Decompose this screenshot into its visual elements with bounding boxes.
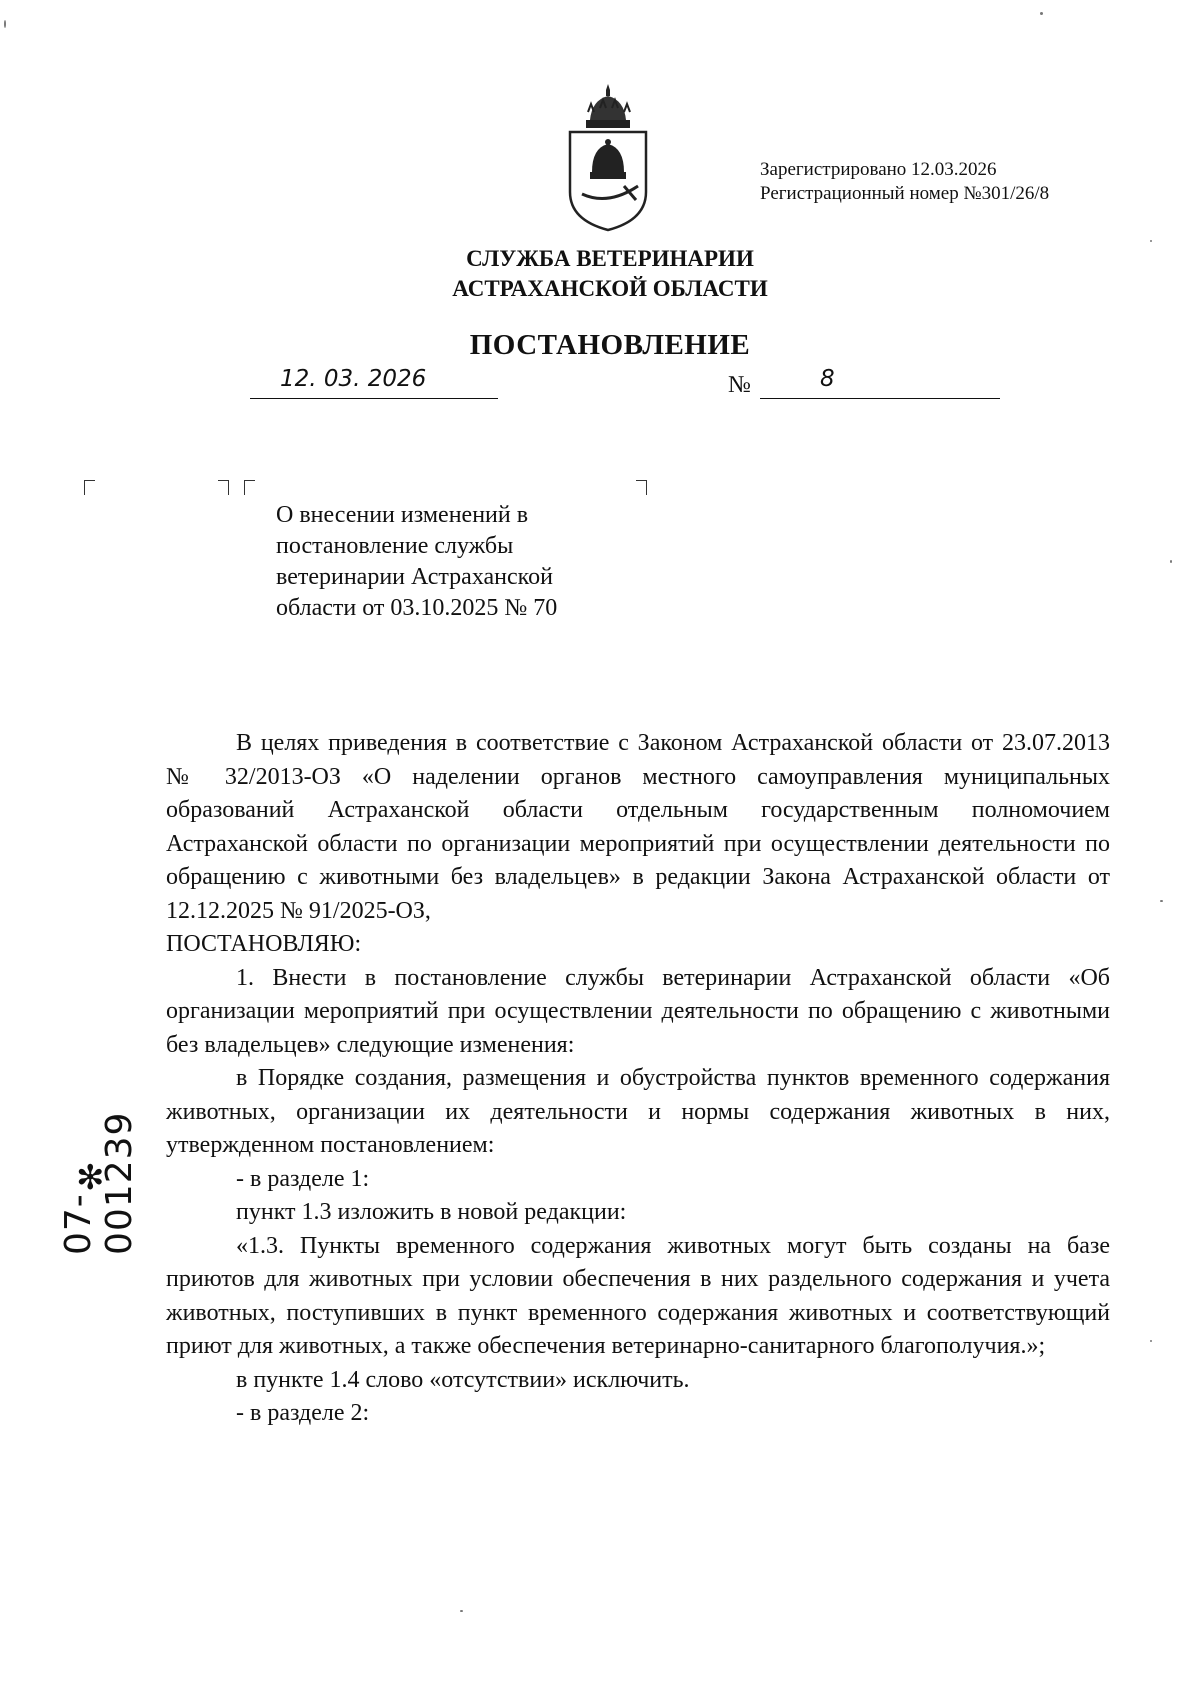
scan-speck bbox=[1160, 900, 1163, 902]
document-date: 12. 03. 2026 bbox=[280, 366, 427, 392]
subject-bracket-left bbox=[84, 480, 95, 495]
scan-speck bbox=[1170, 560, 1172, 563]
subject-line: О внесении изменений в bbox=[276, 502, 529, 528]
coat-of-arms-emblem bbox=[562, 82, 654, 232]
asterisk-mark-icon: ✻ bbox=[76, 1158, 105, 1198]
subject-bracket-right bbox=[636, 480, 647, 495]
paragraph-section-2: - в разделе 2: bbox=[236, 1400, 370, 1426]
paragraph-order: в Порядке создания, размещения и обустройства пунктов временного содержания животных, организации их деятельности и нормы содержания животных в них, утвержденном постановлением: bbox=[166, 1065, 1110, 1158]
registration-number: Регистрационный номер №301/26/8 bbox=[760, 183, 1050, 204]
scan-speck bbox=[1040, 12, 1043, 15]
paragraph-clause-1-4: в пункте 1.4 слово «отсутствии» исключить. bbox=[236, 1366, 690, 1393]
document-subject bbox=[276, 500, 636, 624]
subject-line: области от 03.10.2025 № 70 bbox=[276, 595, 558, 621]
document-type-title: ПОСТАНОВЛЕНИЕ bbox=[469, 329, 751, 361]
margin-stamp-number: 07-001239 bbox=[58, 1111, 140, 1255]
intro-paragraph: В целях приведения в соответствие с Законом Астраханской области от 23.07.2013 № 32/2013-ОЗ «О наделении органов местного самоуправления муниципальных образований Астраханской области отдельным государственным полномочием Астраханской области по организации мероприятий при осуществлении деятельности по обращению с животными без владельцев» в редакции Закона Астраханской области от 12.12.2025 № 91/2025-ОЗ, bbox=[166, 730, 1110, 924]
paragraph-section-1: - в разделе 1: bbox=[236, 1165, 370, 1192]
scan-speck bbox=[460, 1610, 463, 1612]
document-number: 8 bbox=[820, 366, 835, 392]
organization-name bbox=[300, 244, 920, 304]
scan-speck bbox=[4, 20, 6, 28]
paragraph-new-wording: «1.3. Пункты временного содержания животных могут быть созданы на базе приютов для животных при условии обеспечения в них раздельного содержания и учета животных, поступивших в пункт временного содержания животных и соответствующий приют для животных, а также обеспечения ветеринарно-санитарного благополучия.»; bbox=[166, 1232, 1110, 1359]
document-body bbox=[166, 727, 1110, 1431]
registration-stamp bbox=[760, 158, 1049, 206]
number-label: № bbox=[728, 372, 751, 398]
subject-line: ветеринарии Астраханской bbox=[276, 564, 553, 590]
subject-bracket-left-close bbox=[218, 480, 229, 495]
organization-line-2: АСТРАХАНСКОЙ ОБЛАСТИ bbox=[452, 276, 768, 301]
scan-speck bbox=[1150, 240, 1152, 242]
subject-bracket-right-open bbox=[244, 480, 255, 495]
paragraph-clause-1-3: пункт 1.3 изложить в новой редакции: bbox=[236, 1199, 627, 1225]
resolve-heading: ПОСТАНОВЛЯЮ: bbox=[166, 931, 362, 957]
scan-speck bbox=[1150, 1340, 1152, 1342]
registration-date: Зарегистрировано 12.03.2026 bbox=[760, 159, 997, 180]
paragraph-item-1: 1. Внести в постановление службы ветеринарии Астраханской области «Об организации мероприятий при осуществлении деятельности по обращению с животными без владельцев» следующие изменения: bbox=[166, 964, 1110, 1058]
subject-line: постановление службы bbox=[276, 533, 514, 559]
organization-line-1: СЛУЖБА ВЕТЕРИНАРИИ bbox=[466, 246, 754, 271]
number-underline bbox=[760, 390, 1000, 399]
